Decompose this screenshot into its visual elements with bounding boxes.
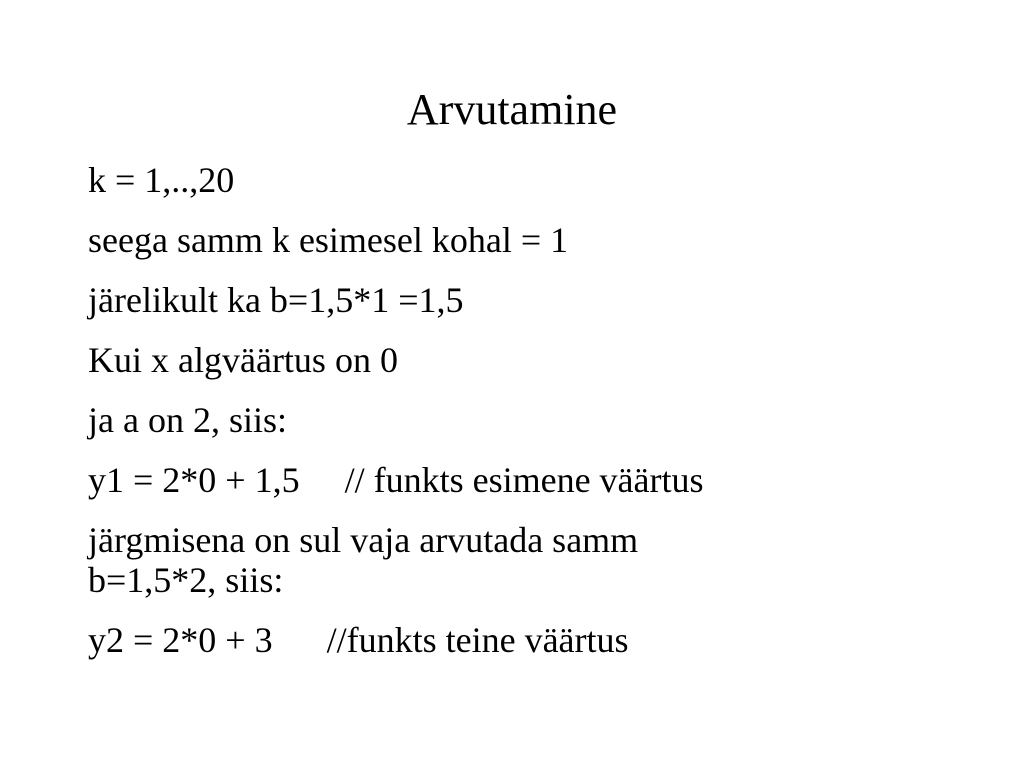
text-line-a-value: ja a on 2, siis: — [88, 400, 287, 440]
text-line-b-first: järelikult ka b=1,5*1 =1,5 — [88, 280, 464, 320]
text-line-next-step — [88, 520, 968, 600]
slide-title: Arvutamine — [406, 85, 618, 134]
text-line-next-step-first: järgmisena on sul vaja arvutada samm — [88, 520, 639, 560]
text-line-y2: y2 = 2*0 + 3 //funkts teine väärtus — [88, 620, 629, 660]
text-line-range: k = 1,..,20 — [88, 160, 235, 200]
text-line-next-step-second: b=1,5*2, siis: — [88, 560, 284, 600]
text-line-x-initial: Kui x algväärtus on 0 — [88, 340, 398, 380]
slide-body — [88, 160, 968, 680]
text-line-step: seega samm k esimesel kohal = 1 — [88, 220, 569, 260]
text-line-y1: y1 = 2*0 + 1,5 // funkts esimene väärtus — [88, 460, 704, 500]
